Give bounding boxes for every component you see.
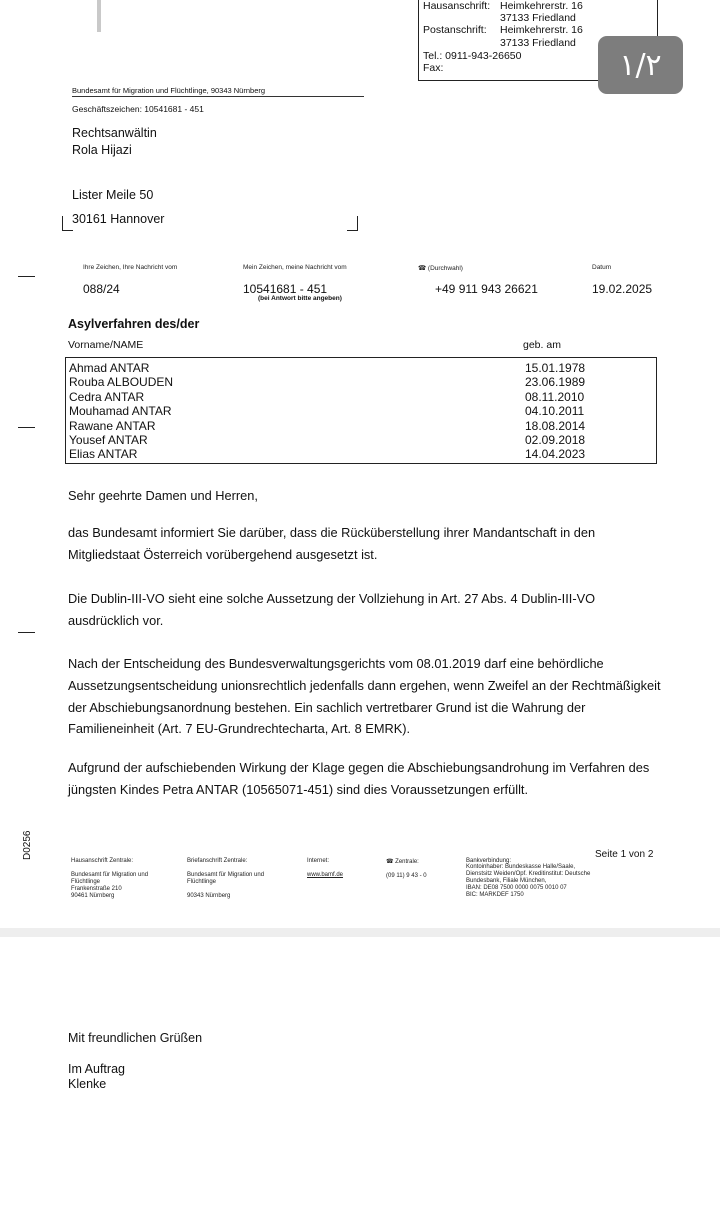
person-name: Rawane ANTAR <box>69 418 156 433</box>
table-row <box>69 447 653 461</box>
phone-icon: ☎ <box>418 265 427 272</box>
footer-brief-label: Briefanschrift Zentrale: <box>187 858 248 864</box>
footer-bank-line: IBAN: DE08 7500 0000 0075 0010 07 <box>466 885 567 891</box>
postanschrift-street: Heimkehrerstr. 16 <box>500 24 583 36</box>
fold-mark <box>18 427 35 428</box>
person-birth: 08.11.2010 <box>525 389 585 404</box>
person-birth: 04.10.2011 <box>525 404 585 419</box>
persons-table <box>65 357 657 464</box>
person-birth: 18.08.2014 <box>525 418 586 433</box>
datum-label: Datum <box>592 264 612 271</box>
asyl-title: Asylverfahren des/der <box>68 317 200 331</box>
footer-hausanschrift <box>71 858 148 900</box>
closing-auftrag: Im Auftrag <box>68 1062 125 1076</box>
table-row <box>69 433 653 447</box>
sender-fax: Fax: <box>423 62 444 74</box>
footer-internet <box>307 858 343 879</box>
footer-briefanschrift <box>187 858 264 900</box>
footer-brief-line: Bundesamt für Migration und <box>187 872 265 878</box>
paragraph-1: das Bundesamt informiert Sie darüber, dass die Rücküberstellung ihrer Mandantschaft in den Mitgliedstaat Österreich vorübergehend ausgesetzt ist. <box>68 525 596 562</box>
phone-icon: ☎ <box>386 859 394 865</box>
table-row <box>69 404 653 418</box>
fold-mark <box>18 632 35 633</box>
person-name: Mouhamad ANTAR <box>69 404 172 419</box>
greeting: Sehr geehrte Damen und Herren, <box>68 488 258 503</box>
footer-bank-line: Bundesbank, Filiale München, <box>466 878 547 884</box>
footer-brief-line: 90343 Nürnberg <box>187 893 231 899</box>
recipient-city: 30161 Hannover <box>72 212 165 226</box>
hausanschrift-street: Heimkehrerstr. 16 <box>500 0 583 12</box>
sender-tel: Tel.: 0911-943-26650 <box>423 50 522 62</box>
phone-label <box>418 264 463 272</box>
page-counter-badge <box>598 36 683 94</box>
footer-internet-link[interactable]: www.bamf.de <box>307 872 344 878</box>
postanschrift-city: 37133 Friedland <box>500 37 576 49</box>
address-corner-right <box>347 216 358 231</box>
footer-haus-line: Flüchtlinge <box>71 879 101 885</box>
footer-bank-line: BIC: MARKDEF 1750 <box>466 892 524 898</box>
recipient-line2: Rola Hijazi <box>72 143 132 157</box>
footer-haus-line: Frankenstraße 210 <box>71 886 122 892</box>
person-birth: 14.04.2023 <box>525 447 586 462</box>
footer-bank-label: Bankverbindung: <box>466 858 512 864</box>
person-name: Elias ANTAR <box>69 447 138 462</box>
footer-zentrale <box>386 858 427 880</box>
column-birth-header: geb. am <box>523 339 561 351</box>
postanschrift-label: Postanschrift: <box>423 24 487 36</box>
table-row <box>69 375 653 389</box>
column-name-header: Vorname/NAME <box>68 339 144 351</box>
footer-zentrale-value: (09 11) 9 43 - 0 <box>386 873 427 879</box>
recipient-street: Lister Meile 50 <box>72 188 154 202</box>
return-address: Bundesamt für Migration und Flüchtlinge, 90343 Nürnberg <box>72 86 364 97</box>
person-birth: 02.09.2018 <box>525 433 586 447</box>
person-name: Yousef ANTAR <box>69 433 148 447</box>
table-row <box>69 390 653 404</box>
mein-zeichen-label: Mein Zeichen, meine Nachricht vom <box>243 264 347 271</box>
date-value: 19.02.2025 <box>592 282 653 296</box>
page-counter-text: ١/٢ <box>619 47 662 83</box>
table-row <box>69 361 653 375</box>
person-name: Rouba ALBOUDEN <box>69 375 174 390</box>
page-separator <box>0 928 720 937</box>
address-corner-left <box>62 216 73 231</box>
geschaeftszeichen: Geschäftszeichen: 10541681 - 451 <box>72 104 204 114</box>
closing-signer: Klenke <box>68 1077 107 1091</box>
hausanschrift-city: 37133 Friedland <box>500 12 576 24</box>
footer-brief-line: Flüchtlinge <box>187 879 217 885</box>
paragraph-2: Die Dublin-III-VO sieht eine solche Aussetzung der Vollziehung in Art. 27 Abs. 4 Dublin-III-VO ausdrücklich vor. <box>68 591 596 628</box>
footer-bank-line: Dienstsitz Weiden/Opf. Kreditinstitut: Deutsche <box>466 871 591 877</box>
hausanschrift-label: Hausanschrift: <box>423 0 491 12</box>
fold-mark <box>18 276 35 277</box>
mein-zeichen-value: 10541681 - 451 <box>243 282 328 296</box>
person-birth: 23.06.1989 <box>525 375 586 390</box>
footer-bank-line: Kontoinhaber: Bundeskasse Halle/Saale, <box>466 864 576 870</box>
scan-artifact-bar <box>97 0 101 32</box>
durchwahl-label: (Durchwahl) <box>427 265 463 272</box>
paragraph-4: Aufgrund der aufschiebenden Wirkung der Klage gegen die Abschiebungsandrohung im Verfahren des jüngsten Kindes Petra ANTAR (10565071-451) sind dies Voraussetzungen erfüllt. <box>68 760 650 797</box>
person-name: Cedra ANTAR <box>69 389 145 404</box>
footer-zentrale-label: Zentrale: <box>395 859 419 865</box>
footer-zentrale-label-row <box>386 858 427 865</box>
ihre-zeichen-label: Ihre Zeichen, Ihre Nachricht vom <box>83 264 178 271</box>
footer-bank <box>466 858 590 899</box>
ihre-zeichen-value: 088/24 <box>83 282 120 296</box>
page-number: Seite 1 von 2 <box>595 849 654 860</box>
person-name: Ahmad ANTAR <box>69 361 150 375</box>
closing-regards: Mit freundlichen Grüßen <box>68 1031 203 1045</box>
footer-internet-label: Internet: <box>307 858 330 864</box>
footer-haus-line: 90461 Nürnberg <box>71 893 115 899</box>
person-birth: 15.01.1978 <box>525 361 586 375</box>
recipient-line1: Rechtsanwältin <box>72 126 157 140</box>
table-row <box>69 419 653 433</box>
document-code: D0256 <box>22 830 33 860</box>
footer-haus-line: Bundesamt für Migration und <box>71 872 149 878</box>
paragraph-3: Nach der Entscheidung des Bundesverwaltungsgerichts vom 08.01.2019 darf eine behördliche Aussetzungsentscheidung unionsrechtlich jedenfalls dann ergehen, wenn Zweifel an der Rechtmäßigkeit der Abschiebungsanordnung bestehen. Ein sachlich vertretbarer Grund ist die Wahrung der Familieneinheit (Art. 7 EU-Grundrechtecharta, Art. 8 EMRK). <box>68 656 661 737</box>
mein-zeichen-note: (bei Antwort bitte angeben) <box>258 295 342 302</box>
phone-value: +49 911 943 26621 <box>435 282 538 296</box>
footer-haus-label: Hausanschrift Zentrale: <box>71 858 134 864</box>
